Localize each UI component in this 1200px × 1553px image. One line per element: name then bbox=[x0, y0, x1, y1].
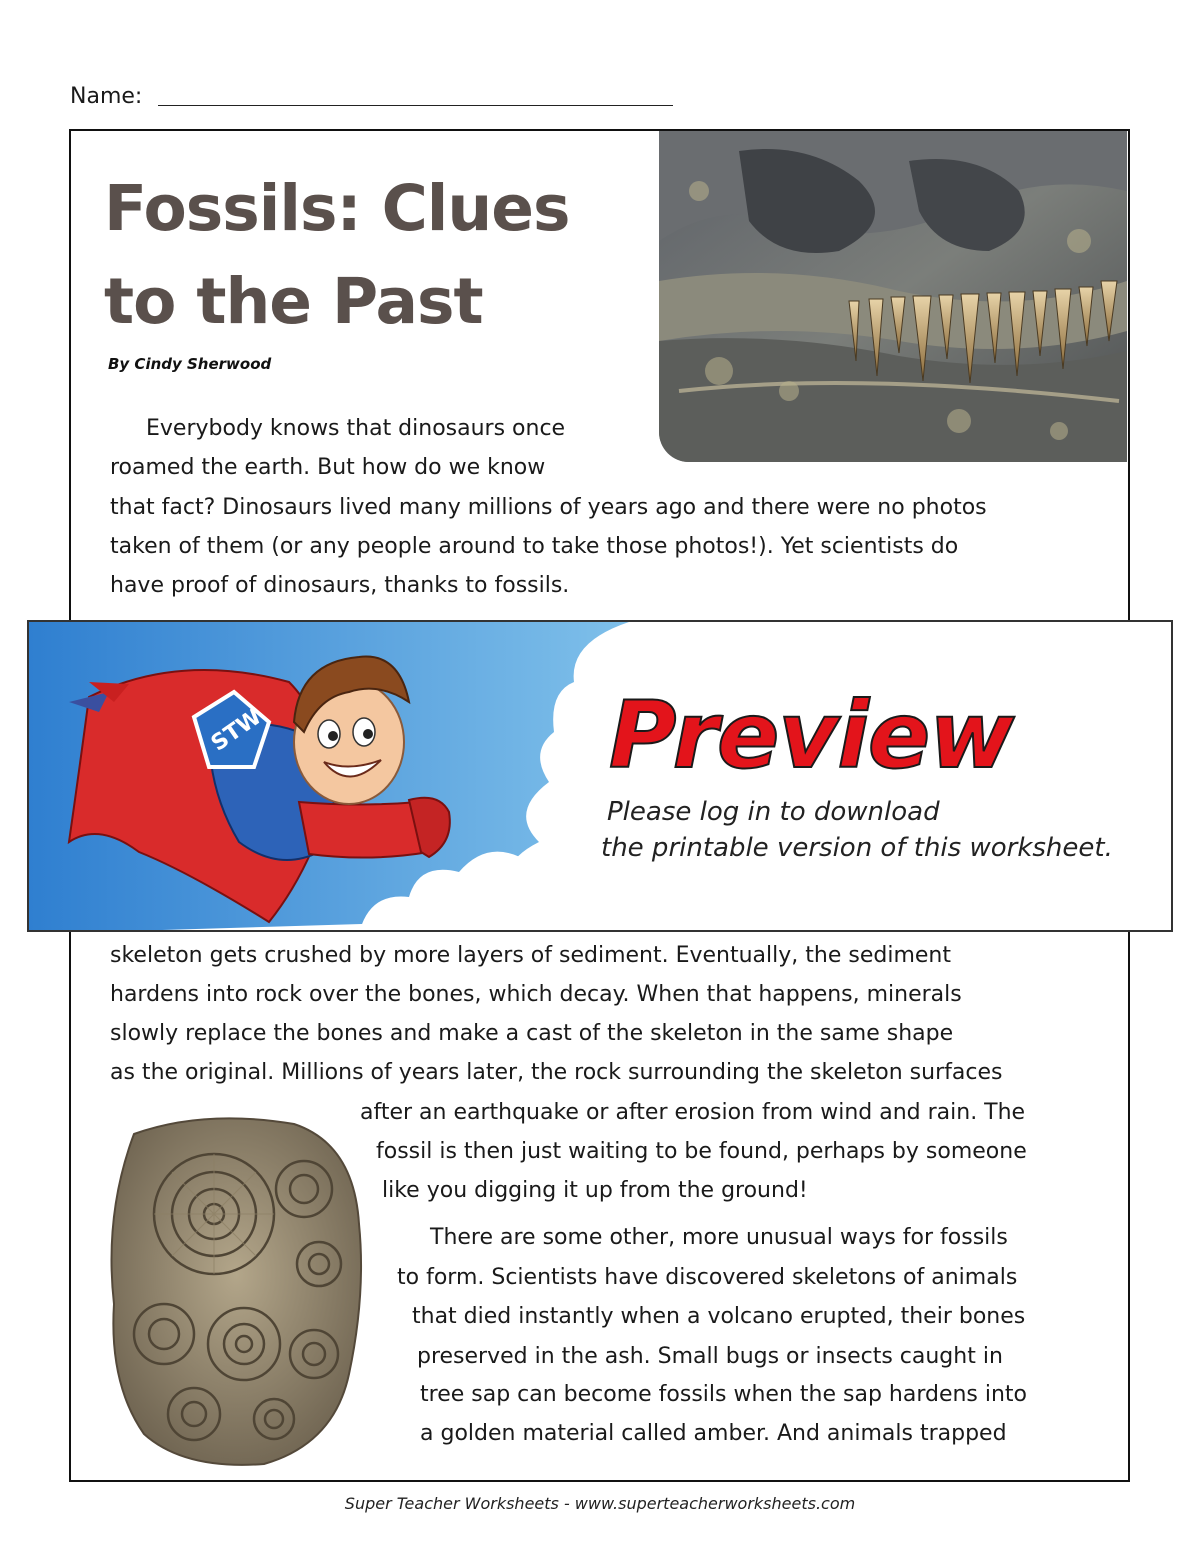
para3-line-2: to form. Scientists have discovered skeletons of animals bbox=[397, 1265, 1018, 1290]
wrap-line-3: like you digging it up from the ground! bbox=[382, 1178, 808, 1203]
middle-line-3: slowly replace the bones and make a cast of the skeleton in the same shape bbox=[110, 1021, 954, 1046]
preview-banner bbox=[27, 620, 1173, 932]
preview-message bbox=[601, 794, 1113, 866]
preview-message-line-1: Please log in to download bbox=[607, 797, 940, 827]
preview-message-line-2: the printable version of this worksheet. bbox=[601, 833, 1113, 863]
wrap-line-2: fossil is then just waiting to be found, perhaps by someone bbox=[376, 1139, 1027, 1164]
ammonite-fossil-photo bbox=[104, 1114, 366, 1470]
middle-line-4: as the original. Millions of years later, the rock surrounding the skeleton surfaces bbox=[110, 1060, 1003, 1085]
middle-line-1: skeleton gets crushed by more layers of sediment. Eventually, the sediment bbox=[110, 943, 951, 968]
intro-line-3: that fact? Dinosaurs lived many millions of years ago and there were no photos bbox=[110, 495, 987, 520]
dinosaur-skull-photo bbox=[659, 131, 1127, 462]
name-field[interactable] bbox=[158, 105, 673, 106]
middle-line-2: hardens into rock over the bones, which decay. When that happens, minerals bbox=[110, 982, 962, 1007]
title-line-1: Fossils: Clues bbox=[104, 172, 570, 245]
title-line-2: to the Past bbox=[104, 265, 483, 338]
para3-line-6: a golden material called amber. And animals trapped bbox=[420, 1421, 1007, 1446]
para3-line-4: preserved in the ash. Small bugs or insects caught in bbox=[417, 1344, 1003, 1369]
footer-credit: Super Teacher Worksheets - www.superteacherworksheets.com bbox=[344, 1494, 856, 1513]
para3-line-3: that died instantly when a volcano erupted, their bones bbox=[412, 1304, 1026, 1329]
stw-badge-text: STW bbox=[206, 704, 267, 757]
article-title bbox=[104, 162, 569, 348]
para3-line-1: There are some other, more unusual ways for fossils bbox=[430, 1225, 1008, 1250]
preview-heading: Preview bbox=[609, 682, 1014, 789]
intro-line-2: roamed the earth. But how do we know bbox=[110, 455, 546, 480]
name-label: Name: bbox=[70, 84, 143, 109]
intro-line-5: have proof of dinosaurs, thanks to fossils. bbox=[110, 573, 570, 598]
intro-line-1: Everybody knows that dinosaurs once bbox=[146, 416, 566, 441]
byline: By Cindy Sherwood bbox=[108, 355, 272, 373]
para3-line-5: tree sap can become fossils when the sap hardens into bbox=[420, 1382, 1028, 1407]
intro-line-4: taken of them (or any people around to take those photos!). Yet scientists do bbox=[110, 534, 959, 559]
wrap-line-1: after an earthquake or after erosion from wind and rain. The bbox=[360, 1100, 1026, 1125]
